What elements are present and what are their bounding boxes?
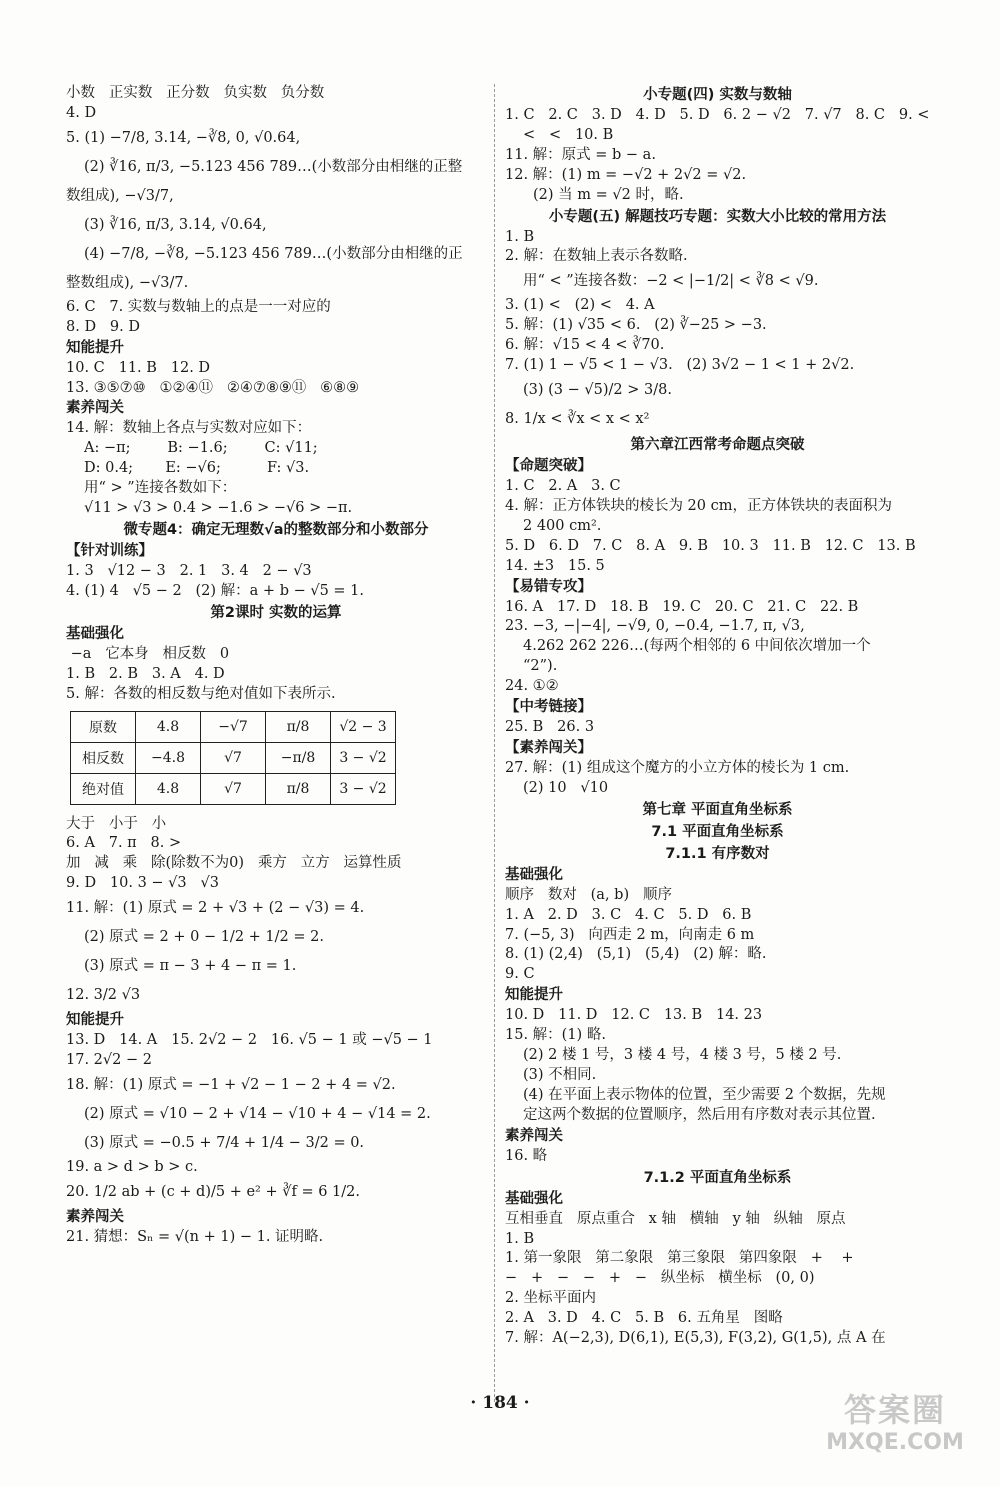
answer-line: 数组成), −√3/7, bbox=[66, 187, 174, 204]
answer-line: 用“ > ”连接各数如下： bbox=[84, 480, 237, 497]
answer-line: 9. D 10. 3 − √3 √3 bbox=[66, 875, 219, 892]
answer-line: 定这两个数据的位置顺序，然后用有序数对表示其位置. bbox=[523, 1106, 876, 1123]
section-heading: 基础强化 bbox=[66, 625, 124, 642]
table-cell: √2 − 3 bbox=[331, 711, 396, 742]
answer-line: 2 400 cm². bbox=[523, 517, 602, 534]
answer-line: (3) ∛16, π/3, 3.14̇, √0.64, bbox=[84, 216, 267, 233]
section-heading: 【针对训练】 bbox=[66, 542, 153, 559]
answer-line: 3. (1) < (2) < 4. A bbox=[505, 297, 655, 314]
chapter-title: 7.1 平面直角坐标系 bbox=[651, 823, 784, 840]
answer-line: 7. 解：A(−2,3), D(6,1), E(5,3), F(3,2), G(1,5), 点 A 在 bbox=[505, 1330, 886, 1347]
answer-line: 1. B bbox=[505, 1230, 535, 1247]
answer-line: (4) 在平面上表示物体的位置，至少需要 2 个数据，先规 bbox=[523, 1086, 886, 1103]
answer-line: A: −π; B: −1.6; C: √11; bbox=[84, 440, 318, 457]
answer-line: 21. 猜想：Sₙ = √(n + 1) − 1. 证明略. bbox=[66, 1228, 324, 1245]
answer-line: 加 减 乘 除(除数不为0) 乘方 立方 运算性质 bbox=[66, 855, 402, 872]
answer-line: < < 10. B bbox=[523, 126, 614, 143]
watermark-text-cn: 答案圈 bbox=[843, 1391, 946, 1429]
watermark-logo bbox=[810, 1390, 980, 1456]
answer-line: (4) −7/8, −∛8, −5.123 456 789…(小数部分由相继的正 bbox=[84, 245, 463, 262]
answer-line: 1. 第一象限 第二象限 第三象限 第四象限 + + bbox=[505, 1250, 854, 1267]
table-cell: 4.8 bbox=[136, 773, 201, 804]
answer-line: 18. 解：(1) 原式 = −1 + √2 − 1 − 2 + 4 = √2. bbox=[66, 1076, 396, 1093]
answer-line: 2. A 3. D 4. C 5. B 6. 五角星 图略 bbox=[505, 1310, 783, 1327]
chapter-title: 小专题(五) 解题技巧专题：实数大小比较的常用方法 bbox=[548, 208, 887, 225]
answer-line: 1. B 2. B 3. A 4. D bbox=[66, 665, 225, 682]
answer-line: 6. A 7. π 8. > bbox=[66, 835, 182, 852]
table-cell: −π/8 bbox=[266, 742, 331, 773]
chapter-title: 7.1.2 平面直角坐标系 bbox=[643, 1169, 792, 1186]
answer-line: 11. 解：(1) 原式 = 2 + √3 + (2 − √3) = 4. bbox=[66, 900, 365, 917]
answer-line: 17. 2√2 − 2 bbox=[66, 1052, 152, 1069]
answer-line: 1. C 2. C 3. D 4. D 5. D 6. 2 − √2 7. √7 8. C 9. < bbox=[505, 107, 930, 123]
answer-line: 11. 解：原式 = b − a. bbox=[505, 146, 656, 163]
answer-line: 5. 解：各数的相反数与绝对值如下表所示. bbox=[66, 685, 336, 702]
answer-line: −a 它本身 相反数 0 bbox=[66, 645, 230, 662]
answer-line: 13. D 14. A 15. 2√2 − 2 16. √5 − 1 或 −√5 − 1 bbox=[66, 1032, 433, 1049]
answer-line: 2. 解：在数轴上表示各数略. bbox=[505, 248, 688, 265]
chapter-title: 第七章 平面直角坐标系 bbox=[642, 801, 793, 818]
table-cell: −4.8 bbox=[136, 742, 201, 773]
answer-line: (2) 10 √10 bbox=[523, 779, 609, 796]
answer-line: 4. 解：正方体铁块的棱长为 20 cm，正方体铁块的表面积为 bbox=[505, 497, 892, 514]
chapter-title: 第2课时 实数的运算 bbox=[210, 604, 342, 621]
answer-line: 1. 3 √12 − 3 2. 1 3. 4 2 − √3 bbox=[66, 562, 312, 579]
answer-line: − + − − + − 纵坐标 横坐标 (0, 0) bbox=[505, 1270, 815, 1287]
answer-line: 8. D 9. D bbox=[66, 318, 140, 335]
answer-line: 小数 正实数 正分数 负实数 负分数 bbox=[66, 85, 325, 101]
answer-line: 5. 解：(1) √35 < 6. (2) ∛−25 > −3. bbox=[505, 317, 767, 334]
table-row bbox=[71, 773, 396, 804]
answer-line: 整数组成), −√3/7. bbox=[66, 274, 189, 291]
answer-line: 6. C 7. 实数与数轴上的点是一一对应的 bbox=[66, 298, 331, 315]
section-heading: 知能提升 bbox=[66, 1012, 124, 1029]
table-cell: 原数 bbox=[71, 711, 136, 742]
section-heading: 基础强化 bbox=[505, 1190, 563, 1207]
answer-line: (3) (3 − √5)/2 > 3/8. bbox=[523, 381, 672, 398]
answer-line: 大于 小于 小 bbox=[66, 815, 167, 832]
answer-line: 5. D 6. D 7. C 8. A 9. B 10. 3 11. B 12. C 13. B bbox=[505, 537, 916, 554]
table-cell: 绝对值 bbox=[71, 773, 136, 804]
table-cell: 相反数 bbox=[71, 742, 136, 773]
watermark-text-en: MXQE.COM bbox=[826, 1430, 964, 1455]
table-row bbox=[71, 742, 396, 773]
section-heading: 知能提升 bbox=[66, 339, 124, 356]
answer-line: 8. 1/x < ∛x < x < x² bbox=[505, 410, 650, 427]
answer-line: 5. (1) −7/8, 3.14̇, −∛8, 0, √0.64, bbox=[66, 129, 301, 146]
answer-line: 互相垂直 原点重合 x 轴 横轴 y 轴 纵轴 原点 bbox=[505, 1210, 846, 1227]
value-table bbox=[70, 711, 396, 805]
chapter-title: 小专题(四) 实数与数轴 bbox=[643, 87, 792, 103]
answer-line: 1. C 2. A 3. C bbox=[505, 477, 621, 494]
right-column bbox=[505, 84, 930, 1349]
answer-line: 9. C bbox=[505, 966, 535, 983]
section-heading: 【易错专攻】 bbox=[505, 578, 592, 595]
answer-line: 1. A 2. D 3. C 4. C 5. D 6. B bbox=[505, 906, 752, 923]
table-cell: π/8 bbox=[266, 711, 331, 742]
answer-line: 27. 解：(1) 组成这个魔方的小立方体的棱长为 1 cm. bbox=[505, 759, 850, 776]
answer-line: √11 > √3 > 0.4 > −1.6 > −√6 > −π. bbox=[84, 500, 353, 517]
answer-line: 10. C 11. B 12. D bbox=[66, 359, 211, 376]
section-heading: 【中考链接】 bbox=[505, 699, 592, 716]
answer-line: 13. ③⑤⑦⑩ ①②④⑪ ②④⑦⑧⑨⑪ ⑥⑧⑨ bbox=[66, 379, 360, 396]
column-divider bbox=[494, 84, 495, 1402]
answer-line: “2”). bbox=[523, 658, 558, 675]
section-heading: 素养闯关 bbox=[66, 400, 124, 417]
answer-line: 12. 3/2 √3 bbox=[66, 987, 141, 1004]
answer-line: 20. 1/2 ab + (c + d)/5 + e² + ∛f = 6 1/2. bbox=[66, 1183, 360, 1200]
answer-line: (2) ∛16, π/3, −5.123 456 789…(小数部分由相继的正整 bbox=[84, 158, 463, 175]
answer-line: 23. −3, −|−4|, −√9, 0, −0.4, −1.7, π, √3, bbox=[505, 618, 805, 635]
answer-line: 8. (1) (2,4) (5,1) (5,4) (2) 解：略. bbox=[505, 946, 767, 963]
answer-line: 16. 略 bbox=[505, 1147, 548, 1164]
answer-line: 12. 解：(1) m = −√2 + 2√2 = √2. bbox=[505, 166, 747, 183]
page-number: · 184 · bbox=[470, 1393, 530, 1413]
answer-line: 16. A 17. D 18. B 19. C 20. C 21. C 22. B bbox=[505, 598, 859, 615]
left-column bbox=[66, 84, 486, 1248]
answer-line: 2. 坐标平面内 bbox=[505, 1290, 596, 1307]
answer-line: 19. a > d > b > c. bbox=[66, 1158, 198, 1175]
answer-line: 7. (1) 1 − √5 < 1 − √3. (2) 3√2 − 1 < 1 + 2√2. bbox=[505, 357, 855, 374]
table-cell: π/8 bbox=[266, 773, 331, 804]
section-heading: 【素养闯关】 bbox=[505, 739, 592, 756]
answer-line: 1. B bbox=[505, 228, 535, 245]
section-heading: 素养闯关 bbox=[66, 1208, 124, 1225]
answer-line: (2) 2 楼 1 号，3 楼 4 号，4 楼 3 号，5 楼 2 号. bbox=[523, 1047, 842, 1064]
answer-line: 15. 解：(1) 略. bbox=[505, 1027, 606, 1044]
chapter-title: 7.1.1 有序数对 bbox=[665, 845, 770, 862]
answer-line: (2) 原式 = √10 − 2 + √14 − √10 + 4 − √14 = 2. bbox=[84, 1105, 431, 1122]
table-cell: 3 − √2 bbox=[331, 742, 396, 773]
answer-line: 顺序 数对 (a, b) 顺序 bbox=[505, 886, 672, 903]
answer-line: (3) 原式 = π − 3 + 4 − π = 1. bbox=[84, 958, 297, 975]
answer-line: (3) 不相同. bbox=[523, 1067, 597, 1083]
answer-line: 4. D bbox=[66, 104, 97, 121]
table-cell: −√7 bbox=[201, 711, 266, 742]
chapter-title: 微专题4：确定无理数√a的整数部分和小数部分 bbox=[123, 521, 429, 538]
answer-line: 4.262 262 226…(每两个相邻的 6 中间依次增加一个 bbox=[523, 638, 871, 655]
answer-line: 24. ①② bbox=[505, 678, 559, 695]
answer-line: (2) 原式 = 2 + 0 − 1/2 + 1/2 = 2. bbox=[84, 929, 324, 946]
section-heading: 【命题突破】 bbox=[505, 457, 592, 474]
answer-line: (2) 当 m = √2 时，略. bbox=[533, 186, 684, 203]
answer-line: 6. 解：√15 < 4 < ∛70. bbox=[505, 337, 665, 354]
chapter-title: 第六章江西常考命题点突破 bbox=[630, 436, 805, 453]
answer-line: 25. B 26. 3 bbox=[505, 719, 595, 736]
section-heading: 素养闯关 bbox=[505, 1127, 563, 1144]
answer-line: 10. D 11. D 12. C 13. B 14. 23 bbox=[505, 1007, 763, 1024]
answer-line: 14. ±3 15. 5 bbox=[505, 557, 605, 574]
section-heading: 基础强化 bbox=[505, 866, 563, 883]
answer-line: (3) 原式 = −0.5 + 7/4 + 1/4 − 3/2 = 0. bbox=[84, 1134, 365, 1151]
table-row bbox=[71, 711, 396, 742]
answer-line: 用“ < ”连接各数：−2 < |−1/2| < ∛8 < √9. bbox=[523, 273, 819, 290]
answer-line: 14. 解：数轴上各点与实数对应如下： bbox=[66, 420, 312, 437]
table-cell: √7 bbox=[201, 773, 266, 804]
answer-line: 7. (−5, 3) 向西走 2 m，向南走 6 m bbox=[505, 926, 755, 943]
table-cell: 3 − √2 bbox=[331, 773, 396, 804]
section-heading: 知能提升 bbox=[505, 987, 563, 1004]
answer-line: D: 0.4; E: −√6; F: √3. bbox=[84, 460, 310, 477]
table-cell: √7 bbox=[201, 742, 266, 773]
answer-line: 4. (1) 4 √5 − 2 (2) 解：a + b − √5 = 1. bbox=[66, 582, 365, 599]
table-cell: 4.8 bbox=[136, 711, 201, 742]
